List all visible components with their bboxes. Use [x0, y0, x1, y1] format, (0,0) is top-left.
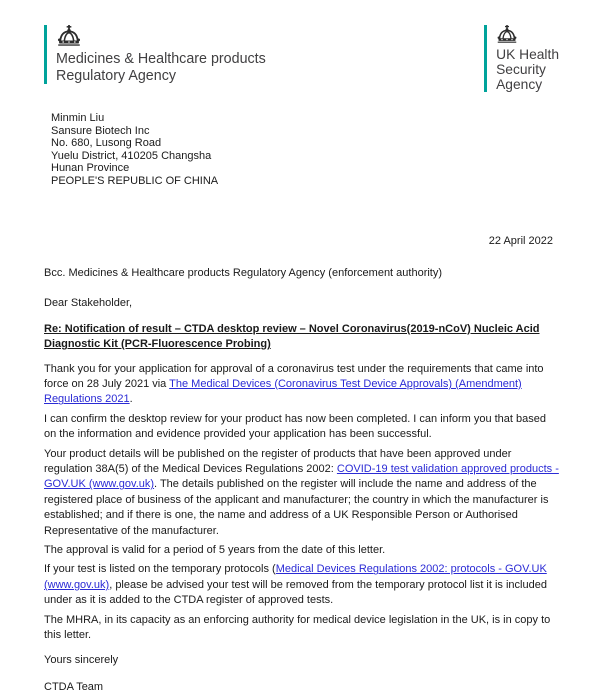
closing: Yours sincerely [44, 653, 119, 666]
paragraph-text: Your product details will be published on the register of products that have been approved under regulation 38A(5) of the Medical Devices Regulations 2002: [44, 447, 512, 476]
paragraph [44, 447, 559, 539]
paragraph-text: The MHRA, in its capacity as an enforcing authority for medical device legislation in the UK, is in copy to this letter. [44, 613, 551, 642]
hyperlink[interactable]: Medical Devices Regulations 2002: protocols - GOV.UK (www.gov.uk) [44, 563, 547, 591]
subject-line: Re: Notification of result – CTDA desktop review – Novel Coronavirus(2019-nCoV) Nucleic Acid Diagnostic Kit (PCR-Fluorescence Probing) [44, 322, 540, 351]
address-line: Hunan Province [51, 162, 130, 175]
salutation: Dear Stakeholder, [44, 297, 133, 310]
paragraph [44, 562, 559, 608]
address-line: Sansure Biotech Inc [51, 124, 150, 137]
paragraph-text: . [129, 393, 133, 406]
ukhsa-logo [484, 25, 559, 92]
paragraph-text: If your test is listed on the temporary protocols ( [44, 563, 276, 576]
recipient-address [51, 112, 559, 188]
ukhsa-logo-line2: Security [496, 62, 546, 77]
ukhsa-logo-line3: Agency [496, 77, 543, 92]
paragraph-text: Thank you for your application for approval of a coronavirus test under the requirements that came into force on 28 July 2021 via [44, 362, 544, 390]
address-line: Yuelu District, 410205 Changsha [51, 149, 212, 162]
bcc-line: Bcc. Medicines & Healthcare products Regulatory Agency (enforcement authority) [44, 266, 443, 279]
letter-body [44, 362, 559, 644]
mhra-logo [44, 25, 266, 84]
paragraph-text: I can confirm the desktop review for your product has now been completed. I can inform you that based on the information and evidence provided your application has been successful. [44, 412, 546, 441]
ukhsa-logo-line1: UK Health [496, 47, 559, 62]
mhra-logo-line2: Regulatory Agency [56, 67, 177, 84]
paragraph [44, 543, 559, 558]
address-line: Minmin Liu [51, 112, 105, 124]
paragraph [44, 613, 559, 644]
paragraph-text: The approval is valid for a period of 5 years from the date of this letter. [44, 544, 386, 557]
crown-icon [496, 25, 559, 43]
paragraph [44, 412, 559, 443]
address-line: No. 680, Lusong Road [51, 137, 162, 150]
address-line: PEOPLE'S REPUBLIC OF CHINA [51, 174, 219, 187]
paragraph-text: . The details published on the register will include the name and address of the registered place of business of the applicant and manufacturer; the country in which the manufacturer is established; and if there is one, the name and address of a UK Responsible Person or Authorised Representative of the manufacturer. [44, 478, 549, 537]
letterhead [44, 25, 559, 92]
mhra-logo-line1: Medicines & Healthcare products [56, 51, 266, 67]
paragraph [44, 362, 559, 408]
hyperlink[interactable]: COVID-19 test validation approved products - GOV.UK (www.gov.uk) [44, 463, 559, 491]
hyperlink[interactable]: The Medical Devices (Coronavirus Test Device Approvals) (Amendment) Regulations 2021 [44, 378, 522, 406]
letter-date: 22 April 2022 [488, 234, 553, 247]
crown-icon [56, 25, 266, 46]
paragraph-text: , please be advised your test will be removed from the temporary protocol list it is included under as it is added to the CTDA register of approved tests. [44, 578, 547, 607]
signature: CTDA Team [44, 680, 104, 693]
